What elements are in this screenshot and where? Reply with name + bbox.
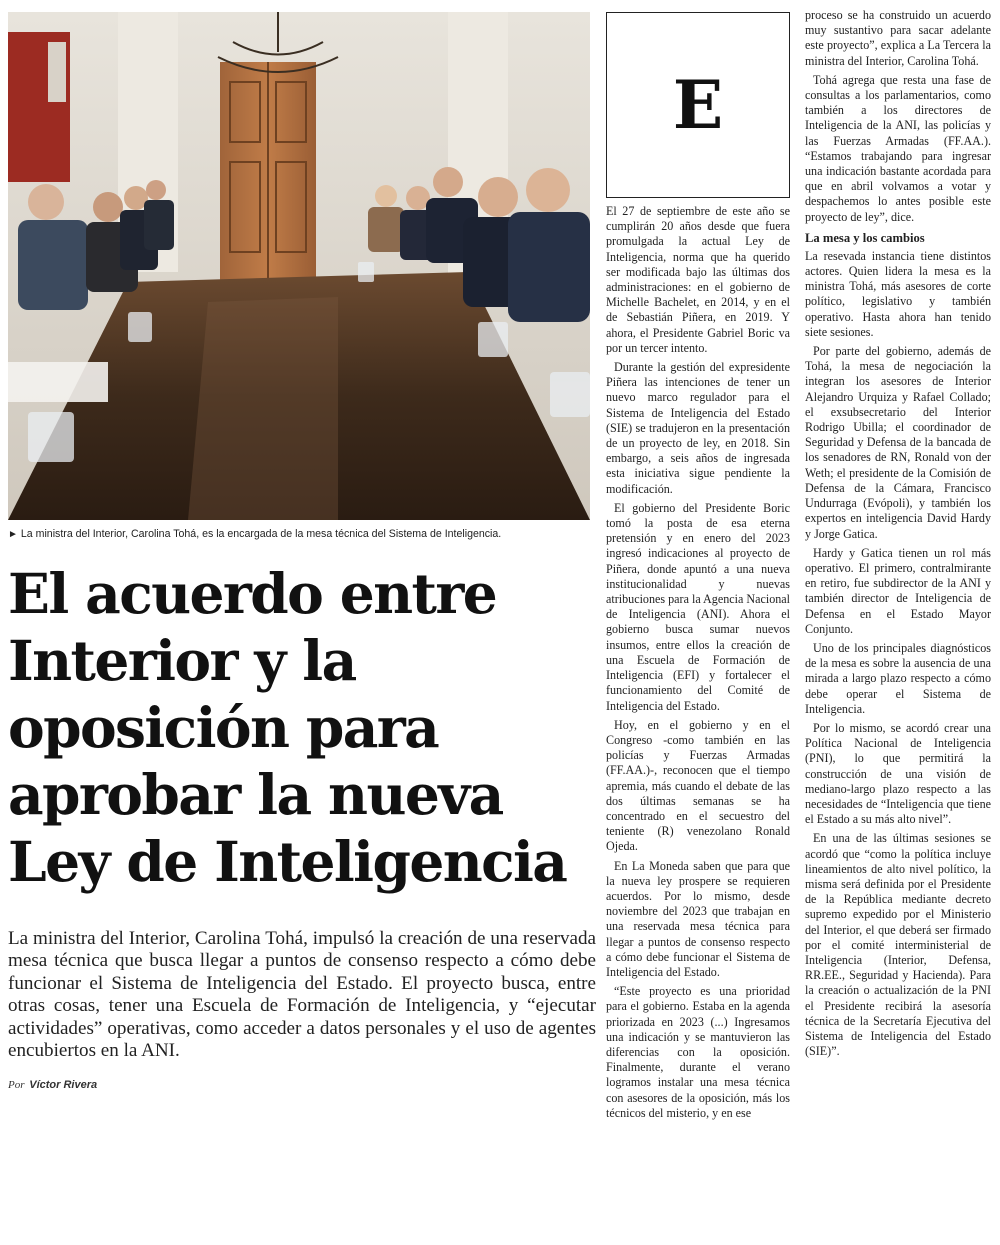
byline-prefix: Por	[8, 1079, 25, 1091]
body-paragraph: Uno de los principales diagnósticos de la mesa es sobre la ausencia de una mirada a largo plazo respecto a cómo debe operar el Sistema de Inteligencia.	[805, 640, 991, 716]
body-paragraph: En La Moneda saben que para que la nueva ley prospere se requieren acuerdos. Por lo mismo, desde noviembre del 2023 que trabajan en una reservada mesa técnica para llegar a puntos de consenso respecto a cómo debe funcionar el Sistema de Inteligencia del Estado.	[606, 858, 790, 979]
drop-cap-box	[606, 12, 790, 198]
body-paragraph: “Este proyecto es una prioridad para el gobierno. Estaba en la agenda priorizada en 2023 (...) Ingresamos una indicación y se mantuvieron las diferencias con la oposición. Finalmente, durante el verano logramos instalar una mesa técnica con asesores de la oposición, más los técnicos del misterio, y en ese	[606, 984, 790, 1120]
body-paragraph: proceso se ha construido un acuerdo muy sustantivo para sacar adelante este proyecto”, explica a La Tercera la ministra del Interior, Carolina Tohá.	[805, 8, 991, 68]
body-paragraph: El 27 de septiembre de este año se cumplirán 20 años desde que fuera promulgada la actual Ley de Inteligencia, norma que ha querido ser modificada bajo las últimas dos administraciones: en el gobierno de Michelle Bachelet, en 2014, y en el de Sebastián Piñera, en 2019. Y ahora, el Presidente Gabriel Boric va por un tercer intento.	[606, 204, 790, 355]
headline: El acuerdo entre Interior y la oposición para aprobar la nueva Ley de Inteligencia	[8, 561, 567, 894]
body-paragraph: Tohá agrega que resta una fase de consultas a los parlamentarios, como también a los directores de Inteligencia de la ANI, las policías y las Fuerzas Armadas (FF.AA.). “Estamos trabajando para ingresar una indicación bastante acordada para que en abril volvamos a votar y despachemos lo antes posible este proyecto de ley”, dice.	[805, 72, 991, 224]
caption-marker: ►	[8, 529, 18, 540]
body-paragraph: Por lo mismo, se acordó crear una Política Nacional de Inteligencia (PNI), lo que permitirá la construcción de una visión de mediano-largo plazo respecto a las necesidades de “Inteligencia que tiene el Estado a su más alto nivel”.	[805, 720, 991, 827]
article-photo	[8, 12, 590, 520]
meeting-room-illustration	[8, 12, 590, 520]
body-column-2	[805, 8, 991, 1063]
body-paragraph: Hoy, en el gobierno y en el Congreso -como también en las policías y Fuerzas Armadas (FF.AA.)-, reconocen que el tiempo apremia, más cuando el debate de las dos últimas semanas se ha concentrado en el secuestro del teniente (R) venezolano Ronald Ojeda.	[606, 717, 790, 854]
byline	[8, 1079, 97, 1091]
drop-cap-letter: E	[672, 66, 724, 144]
body-paragraph: En una de las últimas sesiones se acordó que “como la política incluye lineamientos de alto nivel político, la misma será definida por el Presidente de la República mediante decreto supremo expedido por el Ministerio del Interior, el que deberá ser firmado por el comité interministerial de Inteligencia (Interior, Defensa, RR.EE., Seguridad y Hacienda). Para la creación o actualización de la PNI el Presidente recibirá la asesoría técnica de la Secretaría Ejecutiva del Sistema de Inteligencia del Estado (SIE)”.	[805, 831, 991, 1059]
body-paragraph: El gobierno del Presidente Boric tomó la posta de esa eterna pretensión y en enero del 2023 ingresó indicaciones al proyecto de Piñera, donde apuntó a una nueva institucionalidad y nuevas atribuciones para la Agencia Nacional de Inteligencia (ANI). Ahora el gobierno busca sumar nuevos insumos, entre ellos la creación de una Escuela de Formación de Inteligencia (EFI) y fortalecer el funcionamiento del Comité de Inteligencia del Estado.	[606, 500, 791, 713]
lead-paragraph: La ministra del Interior, Carolina Tohá, impulsó la creación de una reservada mesa técnica que busca llegar a puntos de consenso respecto a cómo debe funcionar el Sistema de Inteligencia del Estado. El proyecto busca, entre otras cosas, tener una Escuela de Formación de Inteligencia, y “ejecutar actividades” operativas, como acceder a datos personales y el uso de agentes encubiertos en la ANI.	[8, 928, 596, 1062]
caption-text: La ministra del Interior, Carolina Tohá, es la encargada de la mesa técnica del Sistema de Inteligencia.	[20, 528, 502, 540]
body-column-1	[606, 204, 790, 1125]
photo-caption	[8, 527, 593, 542]
byline-author: Víctor Rivera	[29, 1079, 98, 1091]
body-paragraph: Durante la gestión del expresidente Piñera las intenciones de tener un nuevo marco regulador para el Sistema de Inteligencia del Estado (SIE) se tradujeron en la presentación de un proyecto de ley, en 2018. Sin embargo, a seis años de ingresada esta iniciativa sigue pendiente la modificación.	[606, 360, 790, 496]
body-paragraph: Por parte del gobierno, además de Tohá, la mesa de negociación la integran los asesores de Interior Alejandro Urquiza y Rafael Collado; el exsubsecretario del Interior Rodrigo Ubilla; el coordinador de Seguridad y Defensa de la bancada de los senadores de RN, Ronald von der Weth; el presidente de la Comisión de Defensa de la Cámara, Francisco Undurraga (Evópoli), y también los expertos en inteligencia David Hardy y Jorge Gatica.	[805, 344, 991, 541]
body-paragraph: Hardy y Gatica tienen un rol más operativo. El primero, contralmirante en retiro, fue subdirector de la ANI y también director de Inteligencia de Defensa en el Estado Mayor Conjunto.	[805, 545, 991, 636]
subhead: La mesa y los cambios	[805, 230, 925, 245]
body-paragraph: La resevada instancia tiene distintos actores. Quien lidera la mesa es la ministra Tohá, más asesores de corte político, legislativo y también operativo. Hasta ahora han tenido siete sesiones.	[805, 248, 991, 339]
